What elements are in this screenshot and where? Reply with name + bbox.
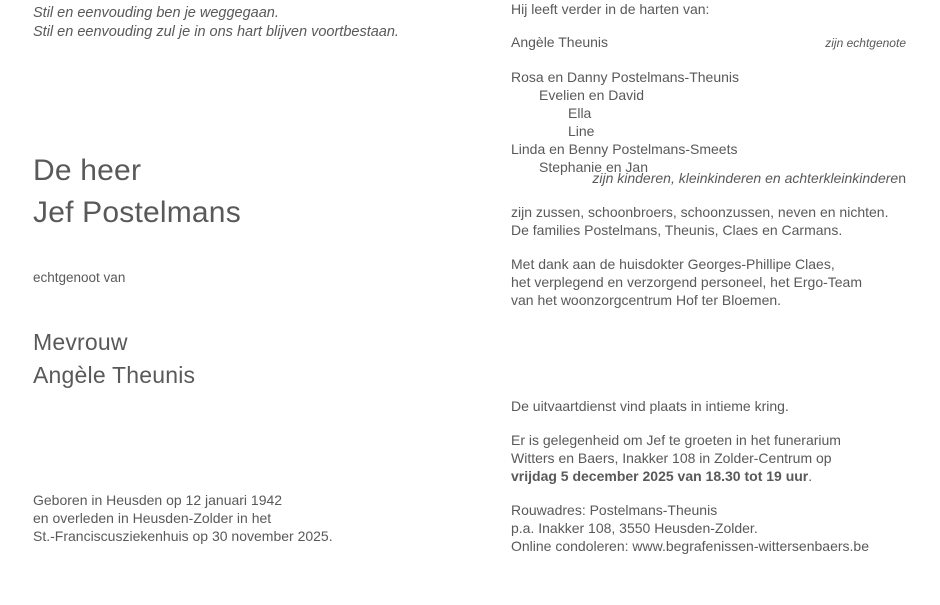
family-member: Rosa en Danny Postelmans-Theunis — [511, 69, 740, 85]
family-member: Stephanie en Jan — [539, 159, 648, 175]
visitation-info — [511, 431, 906, 485]
spouse-entry — [511, 33, 906, 52]
deceased-name: Jef Postelmans — [33, 196, 241, 229]
birth-line: Geboren in Heusden op 12 januari 1942 — [33, 492, 283, 508]
spouse-heading — [33, 326, 195, 392]
visitation-date-line — [511, 467, 906, 485]
visitation-date-bold: vrijdag 5 december 2025 van 18.30 tot 19 uur — [511, 468, 809, 484]
thanks-line-2: het verplegend en verzorgend personeel, het Ergo-Team — [511, 274, 862, 290]
relatives-line-2: De families Postelmans, Theunis, Claes en Carmans. — [511, 222, 843, 238]
deceased-title: De heer — [33, 154, 142, 187]
birth-death-info — [33, 491, 333, 545]
spouse-entry-name: Angèle Theunis — [511, 34, 609, 50]
service-note: De uitvaartdienst vind plaats in intieme kring. — [511, 398, 789, 414]
visitation-line-2: Witters en Baers, Inakker 108 in Zolder-Centrum op — [511, 450, 832, 466]
family-member: Evelien en David — [539, 87, 645, 103]
thanks-line-3: van het woonzorgcentrum Hof ter Bloemen. — [511, 292, 782, 308]
spouse-entry-role: zijn echtgenote — [825, 36, 906, 50]
spouse-name: Angèle Theunis — [33, 362, 196, 388]
condolence-url-line: Online condoleren: www.begrafenissen-wittersenbaers.be — [511, 538, 869, 554]
spouse-title: Mevrouw — [33, 329, 128, 355]
visitation-line-1: Er is gelegenheid om Jef te groeten in het funerarium — [511, 432, 841, 448]
mourning-address — [511, 501, 906, 555]
relation-label: echtgenoot van — [33, 270, 126, 285]
family-list — [511, 68, 906, 176]
thanks-note — [511, 255, 906, 309]
right-column — [511, 0, 906, 605]
surviving-intro: Hij leeft verder in de harten van: — [511, 1, 710, 17]
opening-quote — [33, 4, 399, 42]
relatives-line-1: zijn zussen, schoonbroers, schoonzussen, neven en nichten. — [511, 204, 889, 220]
family-role-note — [511, 169, 906, 187]
relatives-note — [511, 203, 906, 239]
family-member: Linda en Benny Postelmans-Smeets — [511, 141, 738, 157]
death-line-1: en overleden in Heusden-Zolder in het — [33, 510, 272, 526]
family-member: Ella — [568, 105, 592, 121]
family-member: Line — [568, 123, 595, 139]
left-column — [33, 0, 478, 605]
opening-quote-line-2: Stil en eenvouding zul je in ons hart blijven voortbestaan. — [33, 24, 399, 40]
mourning-address-line-1: Rouwadres: Postelmans-Theunis — [511, 502, 718, 518]
opening-quote-line-1: Stil en eenvouding ben je weggegaan. — [33, 5, 279, 21]
family-role-note-italic: zijn kinderen, kleinkinderen en achterkleinkindere — [592, 170, 899, 186]
thanks-line-1: Met dank aan de huisdokter Georges-Phillipe Claes, — [511, 256, 835, 272]
visitation-date-suffix: . — [808, 468, 813, 484]
death-line-2: St.-Franciscusziekenhuis op 30 november 2025. — [33, 528, 333, 544]
family-role-note-suffix: n — [898, 170, 906, 186]
mourning-address-line-2: p.a. Inakker 108, 3550 Heusden-Zolder. — [511, 520, 758, 536]
deceased-heading — [33, 150, 241, 234]
